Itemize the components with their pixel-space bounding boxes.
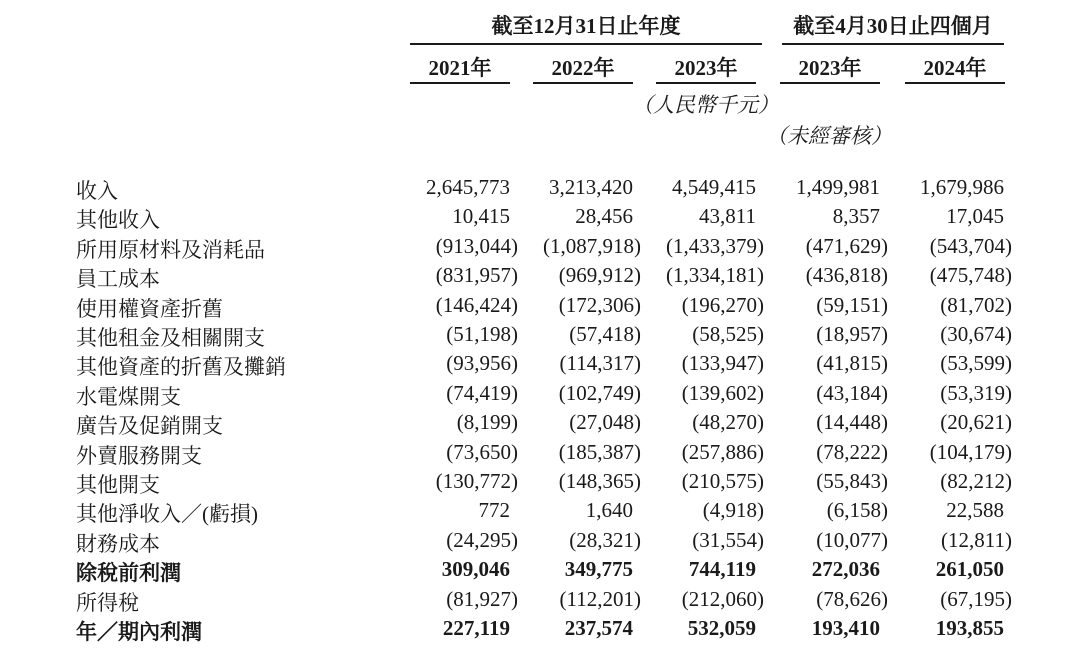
row-label: 使用權資產折舊 — [76, 296, 223, 321]
divider-interim-group — [782, 43, 1004, 45]
row-value: (4,918) — [702, 498, 764, 523]
row-value: (139,602) — [681, 380, 764, 405]
row-label: 其他收入 — [76, 208, 160, 233]
row-value: (28,321) — [569, 527, 641, 552]
row-value: (1,334,181) — [666, 263, 764, 288]
row-value: (81,702) — [940, 292, 1012, 317]
divider-2024-interim — [905, 82, 1005, 84]
row-value: 2,645,773 — [426, 175, 510, 199]
column-header-2023-interim: 2023年 — [798, 56, 862, 80]
row-value: 3,213,420 — [549, 175, 633, 199]
row-value: (831,957) — [435, 263, 518, 288]
row-value: (10,077) — [816, 527, 888, 552]
row-value: 28,456 — [575, 204, 633, 229]
row-value: (24,295) — [446, 527, 518, 552]
row-value: (53,319) — [940, 380, 1012, 405]
row-value: (78,222) — [816, 439, 888, 464]
row-value: (172,306) — [558, 292, 641, 317]
row-value: (78,626) — [816, 586, 888, 611]
currency-note: （人民幣千元） — [632, 93, 779, 117]
row-value: (58,525) — [692, 322, 764, 346]
row-label: 年／期內利潤 — [76, 620, 202, 644]
row-value: (82,212) — [940, 469, 1012, 493]
row-value: (185,387) — [558, 439, 641, 464]
column-header-2024-interim: 2024年 — [923, 56, 987, 80]
row-value: (93,956) — [446, 351, 518, 376]
row-value: (31,554) — [692, 527, 764, 552]
row-value: 349,775 — [564, 557, 633, 582]
row-value: (257,886) — [681, 439, 764, 464]
row-value: 1,499,981 — [796, 175, 880, 199]
row-label: 其他開支 — [76, 473, 160, 497]
row-value: (133,947) — [681, 351, 764, 376]
row-value: 1,679,986 — [920, 175, 1004, 199]
row-value: (81,927) — [446, 586, 518, 611]
row-value: 193,855 — [935, 616, 1004, 640]
row-value: (475,748) — [929, 263, 1012, 288]
row-value: 22,588 — [946, 498, 1004, 523]
row-value: (27,048) — [569, 410, 641, 435]
row-value: (210,575) — [681, 469, 764, 493]
row-value: 309,046 — [441, 557, 510, 582]
row-value: (43,184) — [816, 380, 888, 405]
row-value: (30,674) — [940, 322, 1012, 346]
row-value: (969,912) — [558, 263, 641, 288]
row-label: 其他淨收入／(虧損) — [76, 502, 258, 527]
row-value: (212,060) — [681, 586, 764, 611]
row-value: 272,036 — [811, 557, 880, 582]
row-value: (73,650) — [446, 439, 518, 464]
row-label: 所用原材料及消耗品 — [76, 237, 265, 262]
row-value: 532,059 — [687, 616, 756, 640]
row-value: (1,433,379) — [666, 233, 764, 258]
divider-2021 — [410, 82, 510, 84]
row-value: (67,195) — [940, 586, 1012, 611]
column-header-2023: 2023年 — [674, 56, 738, 80]
column-header-2021: 2021年 — [428, 56, 492, 80]
row-value: 744,119 — [688, 557, 756, 582]
row-value: (6,158) — [826, 498, 888, 523]
row-value: (51,198) — [446, 322, 518, 346]
header-interim-period-group: 截至4月30日止四個月 — [793, 14, 993, 38]
row-value: 193,410 — [811, 616, 880, 640]
row-value: 1,640 — [585, 498, 633, 523]
row-value: (55,843) — [816, 469, 888, 493]
divider-2023-interim — [780, 82, 880, 84]
row-value: (114,317) — [559, 351, 641, 376]
divider-2022 — [533, 82, 633, 84]
row-value: (543,704) — [929, 233, 1012, 258]
row-value: (20,621) — [940, 410, 1012, 435]
row-label: 其他租金及相關開支 — [76, 326, 265, 350]
divider-fiscal-group — [410, 43, 762, 45]
row-label: 收入 — [76, 179, 118, 203]
row-label: 外賣服務開支 — [76, 443, 202, 468]
row-value: (196,270) — [681, 292, 764, 317]
row-value: (112,201) — [559, 586, 641, 611]
divider-2023 — [656, 82, 756, 84]
row-value: (130,772) — [435, 469, 518, 493]
row-value: (1,087,918) — [543, 233, 641, 258]
column-header-2022: 2022年 — [551, 56, 615, 80]
row-value: (57,418) — [569, 322, 641, 346]
unaudited-note: （未經審核） — [766, 124, 892, 148]
row-value: (104,179) — [929, 439, 1012, 464]
row-value: (148,365) — [558, 469, 641, 493]
header-fiscal-year-group: 截至12月31日止年度 — [491, 14, 681, 38]
row-label: 所得稅 — [76, 590, 139, 615]
row-label: 廣告及促銷開支 — [76, 414, 223, 439]
row-value: (913,044) — [435, 233, 518, 258]
row-value: (74,419) — [446, 380, 518, 405]
row-value: 10,415 — [452, 204, 510, 229]
row-value: (18,957) — [816, 322, 888, 346]
row-value: 772 — [478, 498, 510, 523]
row-value: (471,629) — [805, 233, 888, 258]
row-value: (8,199) — [456, 410, 518, 435]
row-label: 水電煤開支 — [76, 384, 181, 409]
row-value: (41,815) — [816, 351, 888, 376]
row-value: 8,357 — [832, 204, 880, 229]
row-value: 4,549,415 — [672, 175, 756, 199]
row-value: (53,599) — [940, 351, 1012, 376]
row-value: 261,050 — [935, 557, 1004, 582]
row-value: (102,749) — [558, 380, 641, 405]
row-value: (146,424) — [435, 292, 518, 317]
row-label: 員工成本 — [76, 267, 160, 292]
row-value: (59,151) — [816, 292, 888, 317]
row-value: 17,045 — [946, 204, 1004, 229]
row-value: (48,270) — [692, 410, 764, 435]
row-value: (14,448) — [816, 410, 888, 435]
row-label: 除稅前利潤 — [76, 561, 181, 586]
row-value: (436,818) — [805, 263, 888, 288]
row-value: (12,811) — [941, 527, 1012, 552]
row-value: 43,811 — [699, 204, 756, 229]
row-value: 227,119 — [442, 616, 510, 640]
row-label: 其他資產的折舊及攤銷 — [76, 355, 286, 380]
row-label: 財務成本 — [76, 531, 160, 556]
row-value: 237,574 — [564, 616, 633, 640]
